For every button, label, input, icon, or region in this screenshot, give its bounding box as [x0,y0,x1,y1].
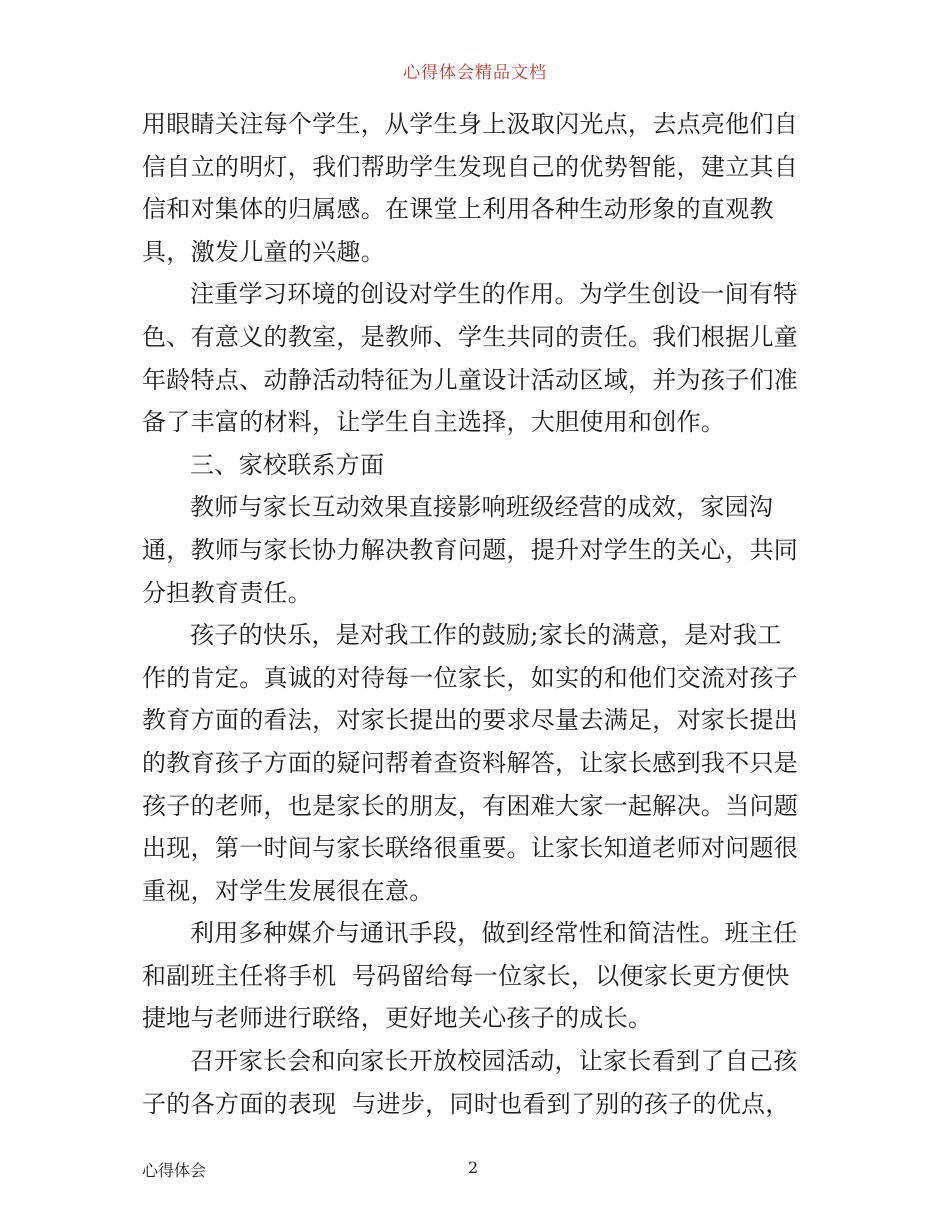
text-line: 用眼睛关注每个学生，从学生身上汲取闪光点，去点亮他们自 [142,110,799,138]
text-line: 捷地与老师进行联络，更好地关心孩子的成长。 [142,1004,653,1033]
footer-label: 心得体会 [142,1161,207,1180]
text-line: 三、家校联系方面 [190,450,385,479]
text-line: 和副班主任将手机 号码留给每一位家长，以便家长更方便快 [142,961,790,990]
text-line: 色、有意义的教室，是教师、学生共同的责任。我们根据儿童 [142,322,799,351]
text-line: 出现，第一时间与家长联络很重要。让家长知道老师对问题很 [142,834,799,863]
text-line: 孩子的快乐，是对我工作的鼓励;家长的满意，是对我工 [190,621,782,650]
text-line: 教育方面的看法，对家长提出的要求尽量去满足，对家长提出 [142,706,799,735]
document-header-title: 心得体会精品文档 [403,63,547,83]
text-line: 具，激发儿童的兴趣。 [142,237,385,266]
text-line: 信自立的明灯，我们帮助学生发现自己的优势智能，建立其自 [142,152,799,181]
text-line: 重视，对学生发展很在意。 [142,876,434,905]
text-line: 分担教育责任。 [142,578,313,607]
text-line: 作的肯定。真诚的对待每一位家长，如实的和他们交流对孩子 [142,663,799,692]
text-line: 子的各方面的表现 与进步，同时也看到了别的孩子的优点， [142,1089,790,1118]
text-line: 利用多种媒介与通讯手段，做到经常性和简洁性。班主任 [190,919,798,948]
text-line: 注重学习环境的创设对学生的作用。为学生创设一间有特 [190,280,798,309]
document-body [142,103,814,1125]
text-line: 的教育孩子方面的疑问帮着查资料解答，让家长感到我不只是 [142,748,799,777]
text-line: 年龄特点、动静活动特征为儿童设计活动区域，并为孩子们准 [142,365,799,394]
page-number: 2 [468,1158,479,1177]
text-line: 备了丰富的材料，让学生自主选择，大胆使用和创作。 [142,408,726,437]
text-line: 召开家长会和向家长开放校园活动，让家长看到了自己孩 [190,1047,798,1076]
text-line: 通，教师与家长协力解决教育问题，提升对学生的关心，共同 [142,535,799,564]
text-line: 孩子的老师，也是家长的朋友，有困难大家一起解决。当问题 [142,791,799,820]
text-line: 教师与家长互动效果直接影响班级经营的成效，家园沟 [190,493,774,522]
text-line: 信和对集体的归属感。在课堂上利用各种生动形象的直观教 [142,195,774,224]
